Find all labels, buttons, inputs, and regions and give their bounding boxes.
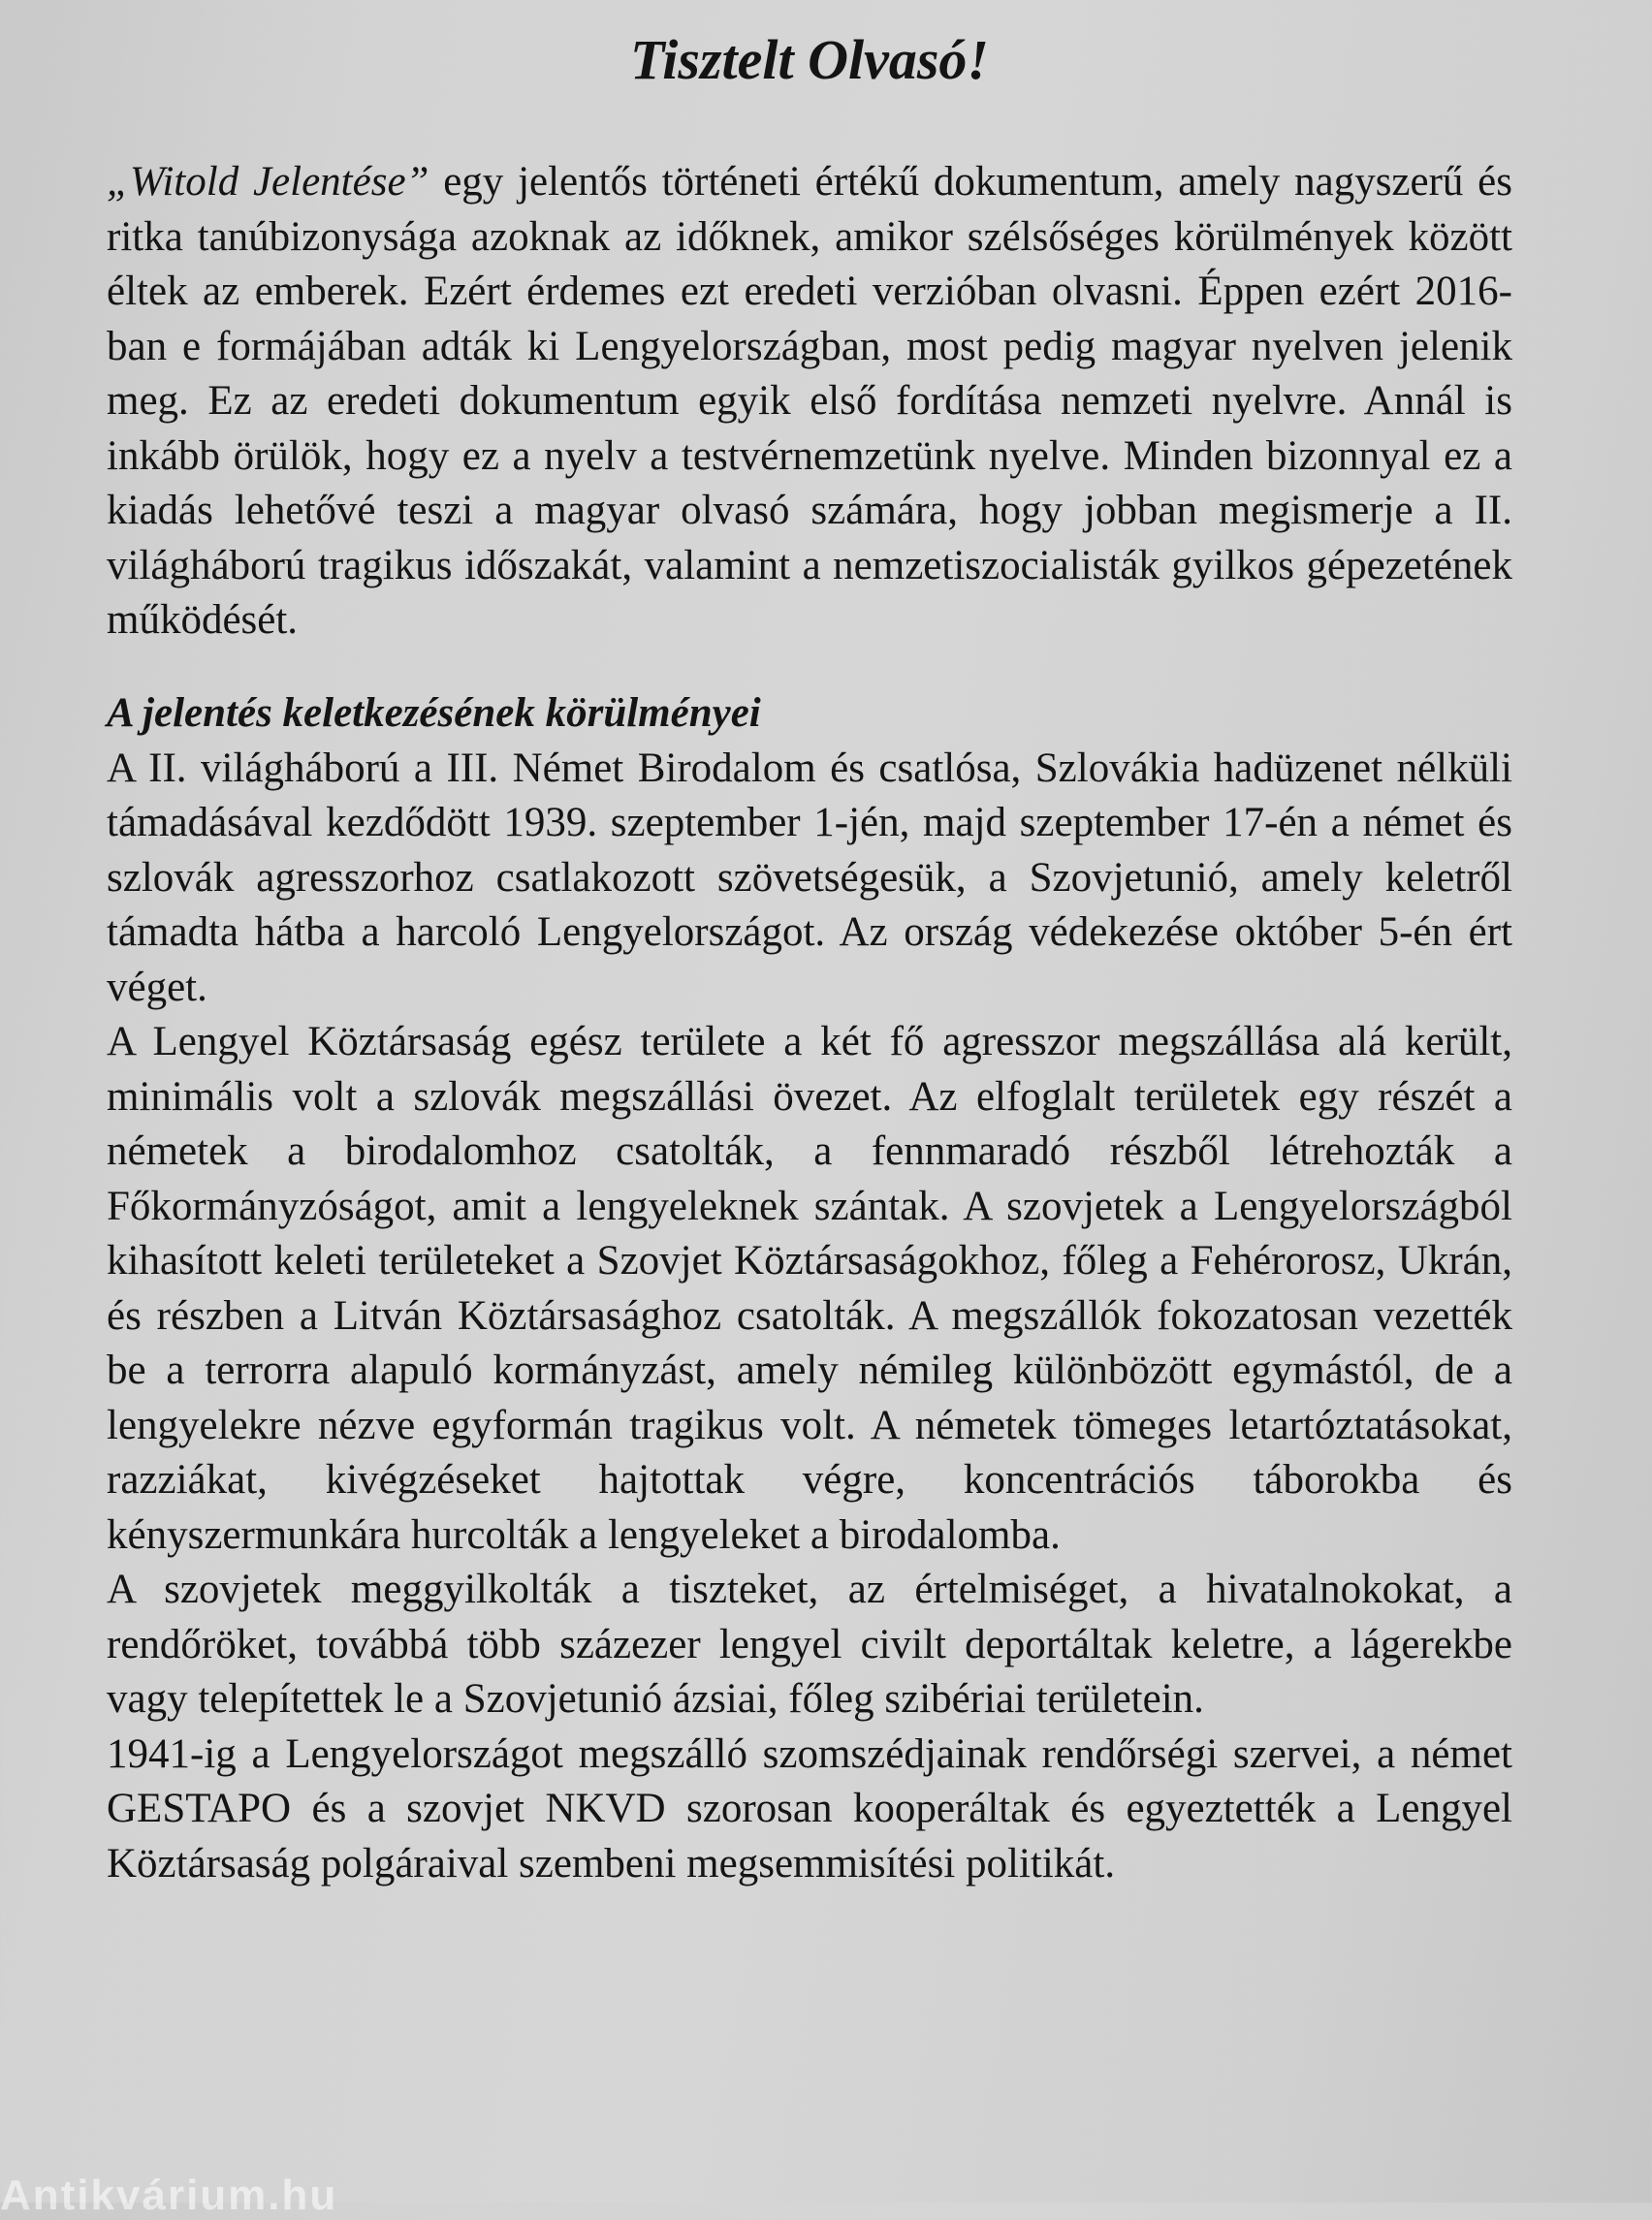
section-heading: A jelentés keletkezésének körülményei xyxy=(107,689,761,736)
section-paragraph-4: 1941-ig a Lengyelországot megszálló szomszédjainak rendőrségi szervei, a német GESTAPO és a szovjet NKVD szorosan kooperáltak és egyeztették a Lengyel Köztársaság polgáraival szembeni megsemmisítési politikát. xyxy=(107,1730,1512,1887)
section-paragraph-2: A Lengyel Köztársaság egész területe a két fő agresszor megszállása alá került, minimális volt a szlovák megszállási övezet. Az elfoglalt területek egy részét a németek a birodalomhoz csatolták, a fennmaradó részből létrehozták a Főkormányzóságot, amit a lengyeleknek szántak. A szovjetek a Lengyelországból kihasított keleti területeket a Szovjet Köztársaságokhoz, főleg a Fehérorosz, Ukrán, és részben a Litván Köztársasághoz csatolták. A megszállók fokozatosan vezették be a terrorra alapuló kormányzást, amely némileg különbözött egymástól, de a lengyelekre nézve egyformán tragikus volt. A németek tömeges letartóztatásokat, razziákat, kivégzéseket hajtottak végre, koncentrációs táborokba és kényszermunkára hurcolták a lengyeleket a birodalomba. xyxy=(107,1019,1512,1558)
intro-paragraph xyxy=(107,155,1512,649)
section-gap xyxy=(107,649,1512,685)
page-title: Tisztelt Olvasó! xyxy=(629,28,989,91)
intro-text: egy jelentős történeti értékű dokumentum, amely nagyszerű és ritka tanúbizonysága azoknak az időknek, amikor szélsőséges körülmények között éltek az emberek. Ezért érdemes ezt eredeti verzióban olvasni. Éppen ezért 2016-ban e formájában adták ki Lengyelországban, most pedig magyar nyelven jelenik meg. Ez az eredeti dokumentum egyik első fordítása nemzeti nyelvre. Annál is inkább örülök, hogy ez a nyelv a testvérnemzetünk nyelve. Minden bizonnyal ez a kiadás lehetővé teszi a magyar olvasó számára, hogy jobban megismerje a II. világháború tragikus időszakát, valamint a nemzetiszocialisták gyilkos gépezetének működését. xyxy=(107,159,1513,643)
document-page xyxy=(107,21,1512,1891)
intro-quote: „Witold Jelentése” xyxy=(107,159,429,205)
watermark: Antikvárium.hu xyxy=(0,2172,338,2219)
section-paragraph-1: A II. világháború a III. Német Birodalom és csatlósa, Szlovákia hadüzenet nélküli támadásával kezdődött 1939. szeptember 1-jén, majd szeptember 17-én a német és szlovák agresszorhoz csatlakozott szövetségesük, a Szovjetunió, amely keletről támadta hátba a harcoló Lengyelországot. Az ország védekezése október 5-én ért véget. xyxy=(107,745,1512,1010)
section-paragraph-3: A szovjetek meggyilkolták a tiszteket, az értelmiséget, a hivatalnokokat, a rendőröket, továbbá több százezer lengyel civilt deportáltak keletre, a lágerekbe vagy telepítettek le a Szovjetunió ázsiai, főleg szibériai területein. xyxy=(107,1567,1512,1722)
